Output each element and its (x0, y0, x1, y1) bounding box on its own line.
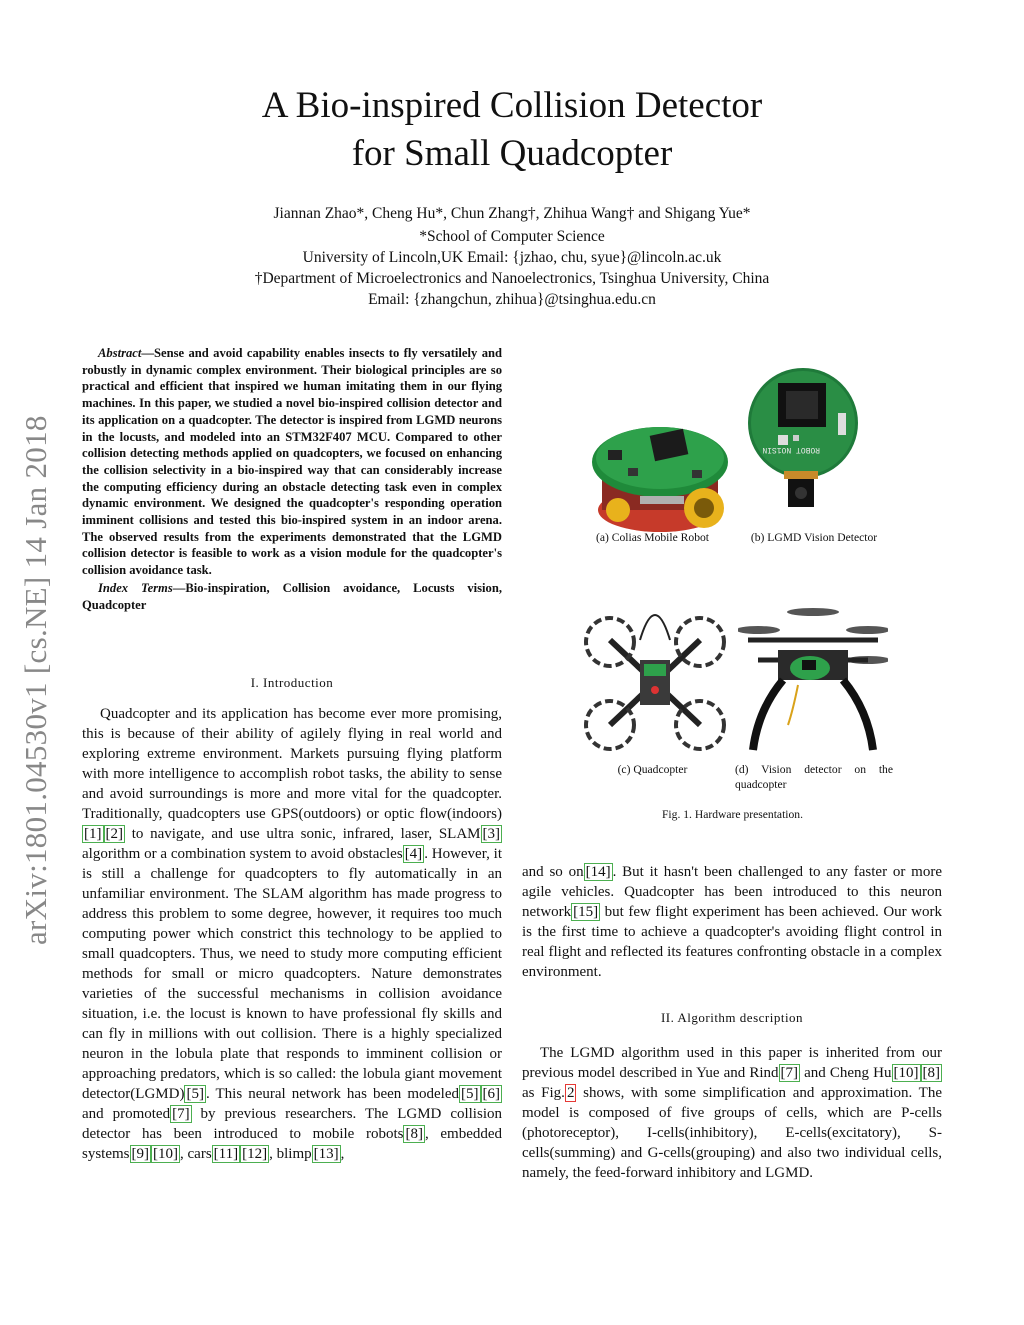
body-text: shows, with some simplification and approximation. The model is composed of five groups of cells, which are P-cells (photoreceptor), I-cells(inhibitory), E-cells(excitatory), S-cells(summing) and G-cells(grouping) and also two individual cells, namely, the feed-forward inhibitory and LGMD. (522, 1085, 942, 1181)
intro-text: algorithm or a combination system to avoid obstacles (82, 846, 403, 862)
citation-link[interactable]: [7] (172, 1106, 190, 1122)
intro-text: , embedded systems (82, 1126, 503, 1162)
body-text: and Cheng Hu (800, 1065, 892, 1081)
lgmd-vision-detector-photo (748, 353, 868, 523)
intro-text: to navigate, and use ultra sonic, infrared, laser, SLAM (125, 826, 481, 842)
intro-text: Quadcopter and its application has become ever more promising, this is because of their ability of agilely flying in real world and exploring extreme environment. Markets pursuing flying platform with more intelligence to accomplish robot tasks, the ability to sense and avoid surroundings is more and more vital for the quadcopter. Traditionally, quadcopters use GPS(outdoors) or optic flow(indoors) (82, 706, 502, 822)
body-text: The LGMD algorithm used in this paper is inherited from our previous model described in Yue and Rind (522, 1045, 942, 1081)
citation-link[interactable]: [11] (213, 1146, 239, 1162)
caption-d: (d) Vision detector on the quadcopter (735, 763, 893, 791)
title-line-2: for Small Quadcopter (351, 133, 673, 174)
affiliation-1: *School of Computer Science (419, 228, 605, 245)
intro-text: , (340, 1146, 345, 1162)
index-terms-label: Index Terms (98, 580, 173, 595)
title-line-1: A Bio-inspired Collision Detector (261, 85, 763, 126)
quadcopter-photo (580, 600, 730, 760)
citation-link[interactable]: [7] (780, 1065, 799, 1081)
citation-link[interactable]: [12] (242, 1146, 268, 1162)
citation-link[interactable]: [5] (186, 1086, 204, 1102)
intro-text: and promoted (82, 1106, 171, 1122)
colias-robot-photo (580, 400, 740, 540)
author-list: Jiannan Zhao*, Cheng Hu*, Chun Zhang†, Zhihua Wang† and Shigang Yue* (273, 205, 751, 222)
intro-text: , cars (180, 1146, 212, 1162)
caption-a: (a) Colias Mobile Robot (595, 531, 710, 544)
abstract-label: Abstract (98, 346, 142, 360)
board-silkscreen-label: ROBOT NO1SIN (762, 445, 820, 454)
citation-link[interactable]: [3] (482, 826, 500, 842)
citation-link[interactable]: [8] (405, 1126, 423, 1142)
algorithm-body (522, 1043, 942, 1183)
index-terms-text: —Bio-inspiration, Collision avoidance, Locusts vision, Quadcopter (82, 580, 502, 612)
affiliation-2: University of Lincoln,UK Email: {jzhao, chu, syue}@lincoln.ac.uk (302, 249, 722, 266)
affiliation-4: Email: {zhangchun, zhihua}@tsinghua.edu.cn (368, 291, 656, 308)
figure-1 (520, 345, 945, 825)
body-text: . But it hasn't been challenged to any faster or more agile vehicles. Quadcopter has been introduced to this neuron network (522, 864, 942, 920)
citation-link[interactable]: [5] (461, 1086, 479, 1102)
citation-link[interactable]: [6] (482, 1086, 500, 1102)
caption-b: (b) LGMD Vision Detector (750, 531, 878, 544)
citation-link[interactable]: [4] (404, 846, 423, 862)
intro-text: , blimp (269, 1146, 312, 1162)
introduction-body (82, 704, 502, 1164)
citation-link[interactable]: [13] (313, 1146, 339, 1162)
body-text: but few flight experiment has been achieved. Our work is the first time to achieve a quadcopter's avoiding flight control in real flight and reflected its features confronting obstacle in a complex environment. (522, 904, 942, 980)
figure-reference-link[interactable]: 2 (566, 1085, 575, 1101)
author-block (0, 203, 1024, 310)
citation-link[interactable]: [10] (153, 1146, 179, 1162)
citation-link[interactable]: [1] (84, 826, 102, 842)
intro-text: by previous researchers. The LGMD collision detector has been introduced to mobile robots (82, 1106, 502, 1142)
citation-link[interactable]: [10] (893, 1065, 919, 1081)
arxiv-identifier: arXiv:1801.04530v1 [cs.NE] 14 Jan 2018 (18, 415, 53, 945)
caption-c: (c) Quadcopter (617, 763, 688, 776)
citation-link[interactable]: [9] (131, 1146, 150, 1162)
body-text: and so on (522, 864, 584, 880)
citation-link[interactable]: [15] (573, 904, 599, 920)
paper-title (0, 82, 1024, 178)
right-column-continuation (522, 862, 942, 982)
vision-detector-on-quadcopter-photo (738, 600, 888, 760)
body-text: as Fig. (522, 1085, 565, 1101)
citation-link[interactable]: [2] (105, 826, 123, 842)
section-title-introduction: I. Introduction (250, 675, 334, 690)
abstract (82, 345, 502, 613)
intro-text: . However, it is still a challenge for quadcopters to fly automatically in an unfamiliar environment. The SLAM algorithm has made progress to address this problem to some degree, however, it requires too much computing power which constrict this technology to be applied to small quadcopters. Thus, we need to study more computing efficient methods for small or micro quadcopters. Nature demonstrates varieties of the successful mechanisms in collision avoidance situation, i.e. the locust is known to have professional fly skills and can fly in millions with out collision. There is a highly specialized neuron in the lobula plate that responds to imminent collision or approaching predators, which is so called: the lobula giant movement detector(LGMD) (82, 846, 502, 1102)
citation-link[interactable]: [8] (922, 1065, 940, 1081)
citation-link[interactable]: [14] (585, 864, 611, 880)
figure-caption: Fig. 1. Hardware presentation. (661, 808, 804, 821)
intro-text: . This neural network has been modeled (205, 1086, 459, 1102)
section-title-algorithm: II. Algorithm description (660, 1010, 804, 1025)
abstract-text: —Sense and avoid capability enables insects to fly versatilely and robustly in dynamic complex environment. Their biological principles are so practical and efficient that inspired we human imitating them in our flying machines. In this paper, we studied a novel bio-inspired collision detector and its application on a quadcopter. The detector is inspired from LGMD neurons in the locusts, and modeled into an STM32F407 MCU. Compared to other collision detecting methods applied on quadcopters, we focused on enhancing the collision selectivity in a bio-inspired way that can considerably increase the computing efficiency during an obstacle detecting task even in complex dynamic environment. We designed the quadcopter's responding operation imminent collisions and tested this bio-inspired system in an indoor arena. The observed results from the experiments demonstrated that the LGMD collision detector is feasible to work as a vision module for the quadcopter's collision avoidance task. (82, 346, 502, 578)
affiliation-3: †Department of Microelectronics and Nanoelectronics, Tsinghua University, China (254, 270, 770, 287)
